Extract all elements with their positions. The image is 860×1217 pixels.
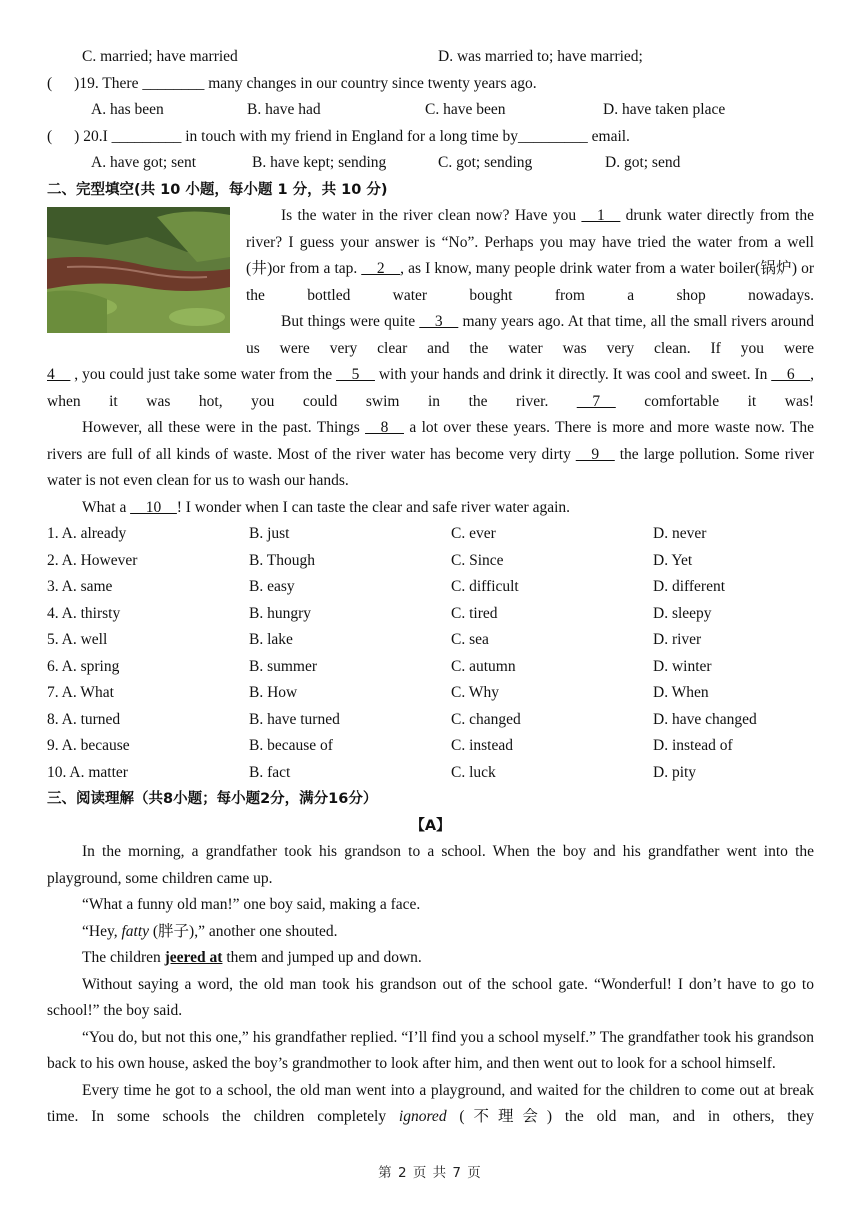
- cloze-option-row: [47, 521, 814, 548]
- passage-a-p6: “You do, but not this one,” his grandfather replied. “I’ll find you a school myself.” The grandfather took his grandson back to his own house, asked the boy’s grandmother to look after him, and then went out to look for a school himself.: [47, 1028, 814, 1072]
- passage-a-p3-text-b: (胖子),” another one shouted.: [149, 922, 338, 940]
- river-photo: [47, 207, 230, 333]
- cloze-option-row: [47, 760, 814, 787]
- q19-option-a: A. has been: [91, 101, 164, 118]
- passage-a-p2: “What a funny old man!” one boy said, making a face.: [82, 896, 421, 913]
- section-2-title: 二、完型填空(共 10 小题，每小题 1 分，共 10 分): [47, 181, 388, 198]
- passage-a-p7-text-a: Every time he got to a school, the old man went into a playground, and waited for the children to come out at break time. In some schools the children completely: [47, 1081, 814, 1125]
- passage-a-p4-text-a: The children: [82, 949, 165, 966]
- word-ignored: ignored: [398, 1108, 447, 1125]
- q19-stem: [47, 71, 814, 98]
- q19-option-c: C. have been: [425, 101, 506, 118]
- cloze-p1-text-b: drunk water directly from the river? I guess your answer is “No”. Perhaps you may have tried the water from a well (井)or from a tap.: [246, 207, 814, 277]
- cloze-option-row: [47, 680, 814, 707]
- q20-stem: [47, 124, 814, 151]
- option-8d: D. have changed: [653, 710, 757, 728]
- blank-6: __6__: [771, 366, 811, 383]
- option-2d: D. Yet: [653, 551, 693, 569]
- option-1d: D. never: [653, 525, 707, 542]
- cloze-intro: [47, 203, 814, 362]
- q19-paren: (: [47, 74, 53, 92]
- cloze-option-row: [47, 548, 814, 575]
- option-4a: 4. A. thirsty: [47, 604, 121, 622]
- option-6b: B. summer: [249, 657, 318, 675]
- option-3d: D. different: [653, 578, 726, 595]
- blank-3: __3__: [419, 313, 459, 330]
- option-9d: D. instead of: [653, 737, 733, 754]
- cloze-p2-text-f: , when it was hot, you could swim in the river.: [47, 366, 814, 410]
- option-5a: 5. A. well: [47, 631, 108, 648]
- blank-7: __7__: [576, 392, 616, 410]
- blank-8: __8__: [365, 419, 404, 436]
- option-9a: 9. A. because: [47, 737, 130, 754]
- cloze-p2-cont: [47, 362, 814, 415]
- q18-option-d: D. was married to; have married;: [438, 48, 643, 65]
- option-2a: 2. A. However: [47, 551, 138, 569]
- q20-options: [47, 150, 814, 177]
- q20-paren: (: [47, 127, 53, 145]
- passage-a-p3: [47, 919, 814, 946]
- section-3-title: 三、阅读理解（共8小题；每小题2分，满分16分）: [47, 791, 378, 807]
- option-9c: C. instead: [451, 737, 513, 754]
- cloze-p1-text-c: , as I know, many people drink water from a water boiler(锅炉) or the bottled water bought from a shop nowadays.: [246, 260, 814, 304]
- option-7b: B. How: [249, 684, 298, 701]
- option-3b: B. easy: [249, 578, 295, 595]
- cloze-option-row: [47, 601, 814, 628]
- cloze-p3-text-b: a lot over these years. There is more and more waste now. The rivers are full of all kinds of waste. Most of the river water has become very dirty: [47, 419, 815, 463]
- passage-a-p4: [47, 945, 814, 972]
- cloze-p3: [47, 415, 814, 495]
- word-jeered-at: jeered at: [164, 949, 223, 966]
- option-1a: 1. A. already: [47, 525, 127, 542]
- option-1b: B. just: [249, 525, 290, 542]
- option-8a: 8. A. turned: [47, 710, 121, 728]
- cloze-option-row: [47, 574, 814, 601]
- cloze-p2-text-e: with your hands and drink it directly. It was cool and sweet. In: [378, 366, 768, 383]
- option-5d: D. river: [653, 631, 702, 648]
- cloze-p4-text-a: What a: [82, 498, 127, 516]
- cloze-p4: [47, 495, 814, 522]
- blank-9: __9__: [575, 445, 615, 463]
- cloze-p3-text-a: However, all these were in the past. Things: [82, 419, 360, 436]
- cloze-p2-start: [246, 309, 814, 362]
- passage-a-p7: [47, 1078, 814, 1131]
- option-5c: C. sea: [451, 631, 489, 648]
- q19-option-b: B. have had: [247, 101, 321, 118]
- option-7a: 7. A. What: [47, 684, 114, 701]
- word-fatty: fatty: [121, 922, 150, 940]
- cloze-p3-text-c: the large pollution. Some river water is not even clean for us to wash our hands.: [47, 445, 814, 489]
- option-2c: C. Since: [451, 551, 504, 569]
- cloze-paragraph-1: [246, 203, 814, 362]
- blank-2: __2__: [361, 260, 401, 277]
- passage-a-label: 【A】: [410, 817, 451, 834]
- blank-4: 4__: [47, 366, 71, 383]
- cloze-p2-text-d: , you could just take some water from the: [74, 366, 333, 383]
- cloze-p4-text-b: ! I wonder when I can taste the clear and safe river water again.: [176, 498, 571, 516]
- option-5b: B. lake: [249, 631, 293, 648]
- option-7c: C. Why: [451, 684, 499, 701]
- cloze-p2-text-a: But things were quite: [281, 313, 416, 330]
- blank-10: __10__: [130, 498, 177, 516]
- q19-options: [47, 97, 814, 124]
- option-3a: 3. A. same: [47, 578, 113, 595]
- passage-a-p1: In the morning, a grandfather took his grandson to a school. When the boy and his grandfather went into the playground, some children came up.: [47, 843, 814, 887]
- option-10a: 10. A. matter: [47, 763, 128, 781]
- cloze-option-row: [47, 654, 814, 681]
- option-9b: B. because of: [249, 737, 333, 754]
- cloze-p1-text-a: Is the water in the river clean now? Have you: [281, 207, 582, 224]
- option-4b: B. hungry: [249, 604, 311, 622]
- option-8c: C. changed: [451, 710, 521, 728]
- cloze-p2-text-g: comfortable it was!: [644, 392, 815, 410]
- option-6a: 6. A. spring: [47, 657, 120, 675]
- option-6c: C. autumn: [451, 657, 516, 675]
- q19-option-d: D. have taken place: [603, 101, 726, 118]
- page-footer: 第 2 页 共 7 页: [378, 1165, 482, 1181]
- q18-options: [47, 44, 814, 71]
- q20-option-a: A. have got; sent: [91, 154, 197, 171]
- cloze-p1: [246, 203, 814, 309]
- cloze-options: [47, 521, 814, 786]
- option-6d: D. winter: [653, 657, 712, 675]
- option-8b: B. have turned: [249, 710, 340, 728]
- cloze-p2-text-b: many years ago. At that time, all the small rivers around us were very clear and the water was very clean. If you were: [246, 313, 815, 357]
- q20-text: ) 20.I _________ in touch with my friend in England for a long time by_________ email.: [74, 127, 630, 145]
- passage-a-p7-text-b: (不理会) the old man, and in others, they: [446, 1108, 814, 1125]
- cloze-option-row: [47, 733, 814, 760]
- q20-option-c: C. got; sending: [438, 154, 533, 171]
- option-10c: C. luck: [451, 763, 496, 781]
- q18-option-c: C. married; have married: [82, 48, 238, 65]
- q20-option-d: D. got; send: [605, 154, 681, 171]
- exam-page: [47, 44, 814, 1131]
- option-10b: B. fact: [249, 763, 291, 781]
- passage-a-p3-text-a: “Hey,: [82, 922, 122, 940]
- option-10d: D. pity: [653, 763, 697, 781]
- blank-1: __1__: [581, 207, 621, 224]
- option-4c: C. tired: [451, 604, 498, 622]
- passage-a-p4-text-b: them and jumped up and down.: [222, 949, 422, 966]
- blank-5: __5__: [336, 366, 375, 383]
- option-4d: D. sleepy: [653, 604, 712, 622]
- cloze-option-row: [47, 627, 814, 654]
- option-7d: D. When: [653, 684, 709, 701]
- q20-option-b: B. have kept; sending: [252, 154, 387, 171]
- passage-a-p5: Without saying a word, the old man took his grandson out of the school gate. “Wonderful! I don’t have to go to school!” the boy said.: [47, 975, 814, 1019]
- option-1c: C. ever: [451, 525, 496, 542]
- option-2b: B. Though: [249, 551, 316, 569]
- cloze-option-row: [47, 707, 814, 734]
- q19-text: )19. There ________ many changes in our country since twenty years ago.: [74, 74, 537, 92]
- option-3c: C. difficult: [451, 578, 519, 595]
